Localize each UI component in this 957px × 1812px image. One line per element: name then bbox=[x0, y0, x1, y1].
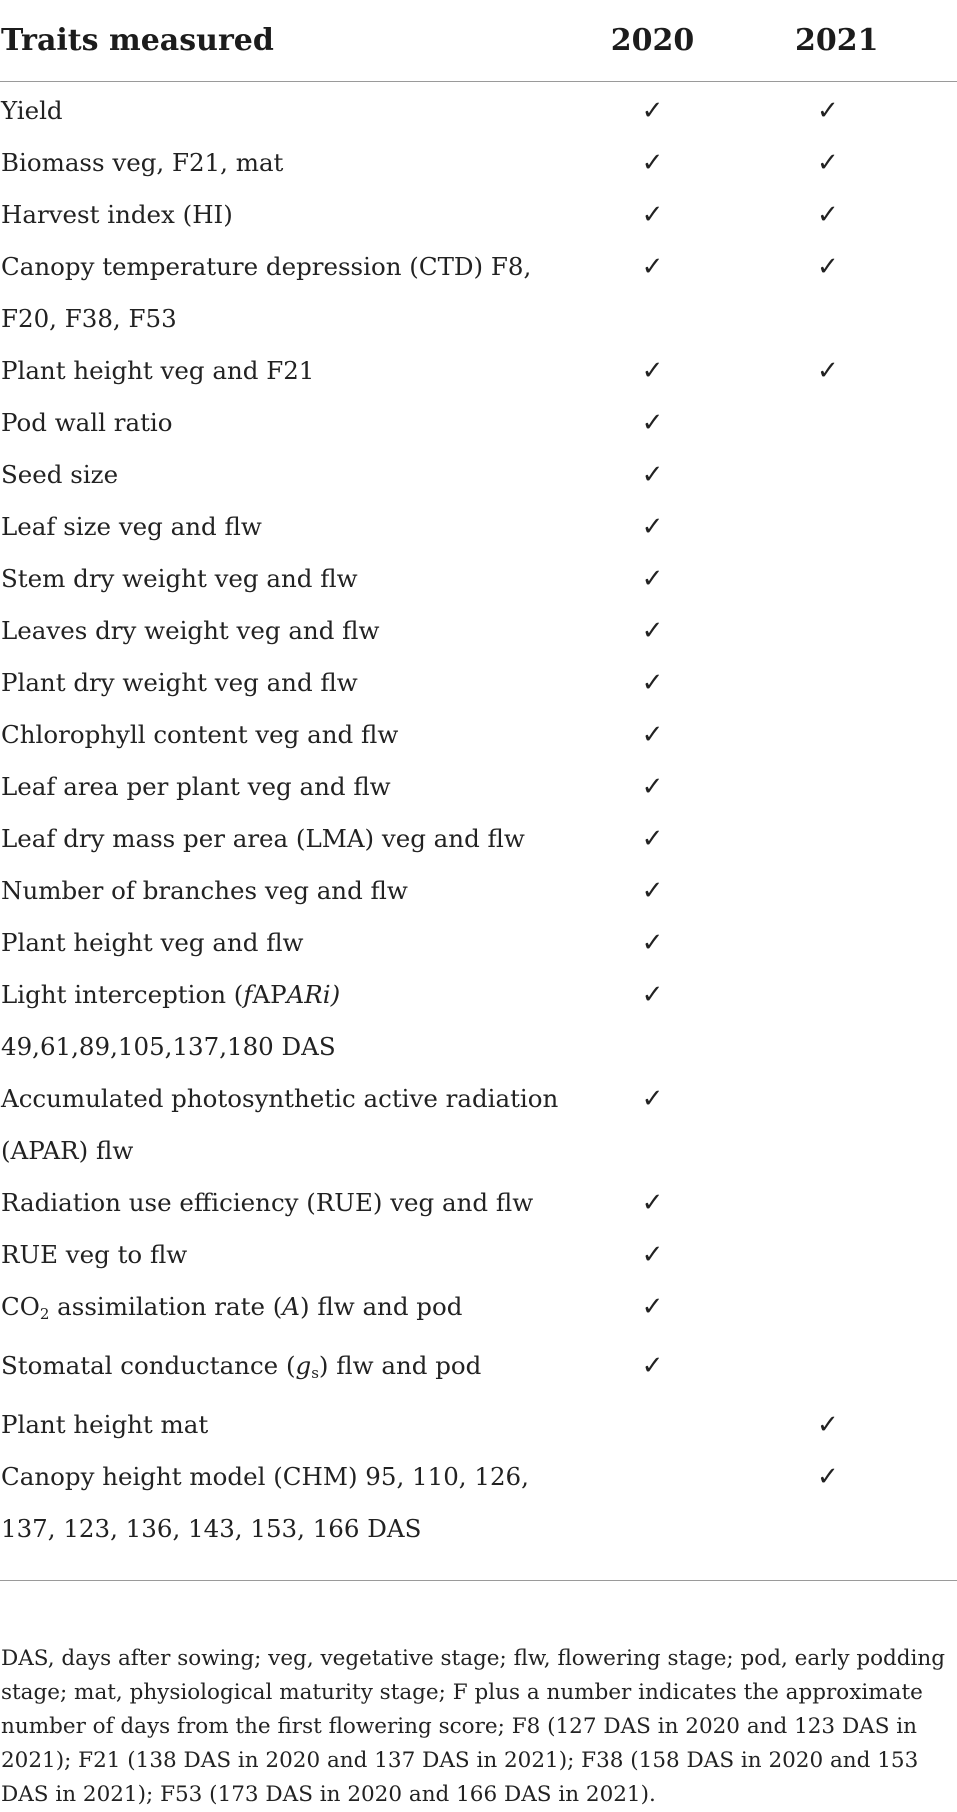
check-2021-cell bbox=[715, 501, 957, 553]
check-2021-cell bbox=[715, 1073, 957, 1177]
check-2020-cell: ✓ bbox=[641, 668, 664, 698]
check-2020-cell: ✓ bbox=[641, 1292, 664, 1322]
trait-name-cell: Light interception (fAPARi) 49,61,89,105,137,180 DAS bbox=[1, 980, 341, 1061]
check-2020-cell: ✓ bbox=[641, 1188, 664, 1218]
check-2021-cell bbox=[715, 969, 957, 1073]
check-2020-cell: ✓ bbox=[641, 1084, 664, 1114]
table-row bbox=[0, 761, 957, 813]
table-row bbox=[0, 345, 957, 397]
table-row bbox=[0, 969, 957, 1073]
check-2021-cell bbox=[715, 1340, 957, 1399]
table-header-row bbox=[0, 0, 957, 82]
check-2021-cell bbox=[715, 397, 957, 449]
check-2020-cell: ✓ bbox=[641, 772, 664, 802]
check-2020-cell: ✓ bbox=[641, 1240, 664, 1270]
trait-name-cell: Harvest index (HI) bbox=[1, 200, 233, 229]
table-row bbox=[0, 1073, 957, 1177]
trait-name-cell: Biomass veg, F21, mat bbox=[1, 148, 284, 177]
check-2021-cell: ✓ bbox=[817, 1462, 839, 1492]
check-2020-cell bbox=[590, 1451, 715, 1566]
check-2020-cell: ✓ bbox=[641, 148, 664, 178]
check-2020-cell: ✓ bbox=[641, 980, 664, 1010]
check-2020-cell: ✓ bbox=[641, 1351, 664, 1381]
trait-name-cell: RUE veg to flw bbox=[1, 1240, 188, 1269]
trait-name-cell: Accumulated photosynthetic active radiation (APAR) flw bbox=[1, 1084, 559, 1165]
trait-name-cell: Leaves dry weight veg and flw bbox=[1, 616, 380, 645]
table-row bbox=[0, 709, 957, 761]
check-2020-cell: ✓ bbox=[641, 460, 664, 490]
trait-name-cell: Radiation use efficiency (RUE) veg and flw bbox=[1, 1188, 534, 1217]
check-2021-cell bbox=[715, 709, 957, 761]
table-row bbox=[0, 1451, 957, 1566]
table-row bbox=[0, 1340, 957, 1399]
check-2020-cell bbox=[590, 1399, 715, 1451]
table-row bbox=[0, 82, 957, 138]
trait-name-cell: Plant height mat bbox=[1, 1410, 209, 1439]
check-2021-cell bbox=[715, 865, 957, 917]
trait-name-cell: Plant height veg and F21 bbox=[1, 356, 315, 385]
check-2021-cell bbox=[715, 917, 957, 969]
check-2021-cell bbox=[715, 1281, 957, 1340]
table-row bbox=[0, 1229, 957, 1281]
table-row bbox=[0, 865, 957, 917]
table-row bbox=[0, 501, 957, 553]
trait-name-cell: Canopy height model (CHM) 95, 110, 126, 137, 123, 136, 143, 153, 166 DAS bbox=[1, 1462, 529, 1543]
check-2020-cell: ✓ bbox=[641, 408, 664, 438]
check-2020-cell: ✓ bbox=[641, 720, 664, 750]
table-row bbox=[0, 917, 957, 969]
table-footnote: DAS, days after sowing; veg, vegetative stage; flw, flowering stage; pod, early podding stage; mat, physiological maturity stage; F plus a number indicates the approximate number of days from the first flowering score; F8 (127 DAS in 2020 and 123 DAS in 2021); F21 (138 DAS in 2020 and 137 DAS in 2021); F38 (158 DAS in 2020 and 153 DAS in 2021); F53 (173 DAS in 2020 and 166 DAS in 2021). bbox=[1, 1645, 946, 1807]
check-2020-cell: ✓ bbox=[641, 928, 664, 958]
trait-name-cell: Leaf area per plant veg and flw bbox=[1, 772, 391, 801]
trait-name-cell: Plant dry weight veg and flw bbox=[1, 668, 358, 697]
table-bottom-rule bbox=[0, 1580, 957, 1581]
trait-name-cell: Stem dry weight veg and flw bbox=[1, 564, 358, 593]
check-2020-cell: ✓ bbox=[641, 876, 664, 906]
trait-name-cell: Plant height veg and flw bbox=[1, 928, 304, 957]
table-row bbox=[0, 813, 957, 865]
table-row bbox=[0, 605, 957, 657]
table-body bbox=[0, 82, 957, 1567]
check-2021-cell: ✓ bbox=[817, 1410, 839, 1440]
check-2021-cell: ✓ bbox=[817, 252, 839, 282]
trait-name-cell: Chlorophyll content veg and flw bbox=[1, 720, 399, 749]
check-2021-cell bbox=[715, 1229, 957, 1281]
table-row bbox=[0, 397, 957, 449]
check-2021-cell: ✓ bbox=[817, 356, 839, 386]
check-2020-cell: ✓ bbox=[641, 96, 664, 126]
trait-name-cell: Seed size bbox=[1, 460, 119, 489]
check-2021-cell bbox=[715, 761, 957, 813]
check-2021-cell bbox=[715, 1177, 957, 1229]
check-2021-cell: ✓ bbox=[817, 148, 839, 178]
check-2021-cell bbox=[715, 605, 957, 657]
check-2021-cell bbox=[715, 657, 957, 709]
header-2021: 2021 bbox=[715, 0, 957, 82]
table-row bbox=[0, 241, 957, 345]
table-row bbox=[0, 449, 957, 501]
table-row bbox=[0, 553, 957, 605]
check-2020-cell: ✓ bbox=[641, 512, 664, 542]
table-row bbox=[0, 1399, 957, 1451]
check-2020-cell: ✓ bbox=[641, 356, 664, 386]
check-2021-cell bbox=[715, 449, 957, 501]
trait-name-cell: Leaf dry mass per area (LMA) veg and flw bbox=[1, 824, 525, 853]
check-2020-cell: ✓ bbox=[641, 252, 664, 282]
check-2020-cell: ✓ bbox=[641, 200, 664, 230]
trait-name-cell: Canopy temperature depression (CTD) F8, F20, F38, F53 bbox=[1, 252, 532, 333]
header-traits-measured: Traits measured bbox=[0, 0, 590, 82]
trait-name-cell: Leaf size veg and flw bbox=[1, 512, 262, 541]
trait-name-cell: Yield bbox=[1, 96, 63, 125]
table-row bbox=[0, 189, 957, 241]
trait-name-cell: Number of branches veg and flw bbox=[1, 876, 408, 905]
check-2021-cell: ✓ bbox=[817, 96, 839, 126]
check-2020-cell: ✓ bbox=[641, 824, 664, 854]
header-2020: 2020 bbox=[590, 0, 715, 82]
table-row bbox=[0, 657, 957, 709]
check-2021-cell bbox=[715, 813, 957, 865]
check-2021-cell bbox=[715, 553, 957, 605]
trait-name-cell: Stomatal conductance $(g_s)$ flw and pod bbox=[1, 1351, 482, 1382]
table-row bbox=[0, 1177, 957, 1229]
trait-name-cell: $CO_2$ assimilation rate (A) flw and pod bbox=[1, 1292, 463, 1323]
check-2020-cell: ✓ bbox=[641, 564, 664, 594]
table-row bbox=[0, 137, 957, 189]
check-2020-cell: ✓ bbox=[641, 616, 664, 646]
table-row bbox=[0, 1281, 957, 1340]
check-2021-cell: ✓ bbox=[817, 200, 839, 230]
trait-name-cell: Pod wall ratio bbox=[1, 408, 173, 437]
